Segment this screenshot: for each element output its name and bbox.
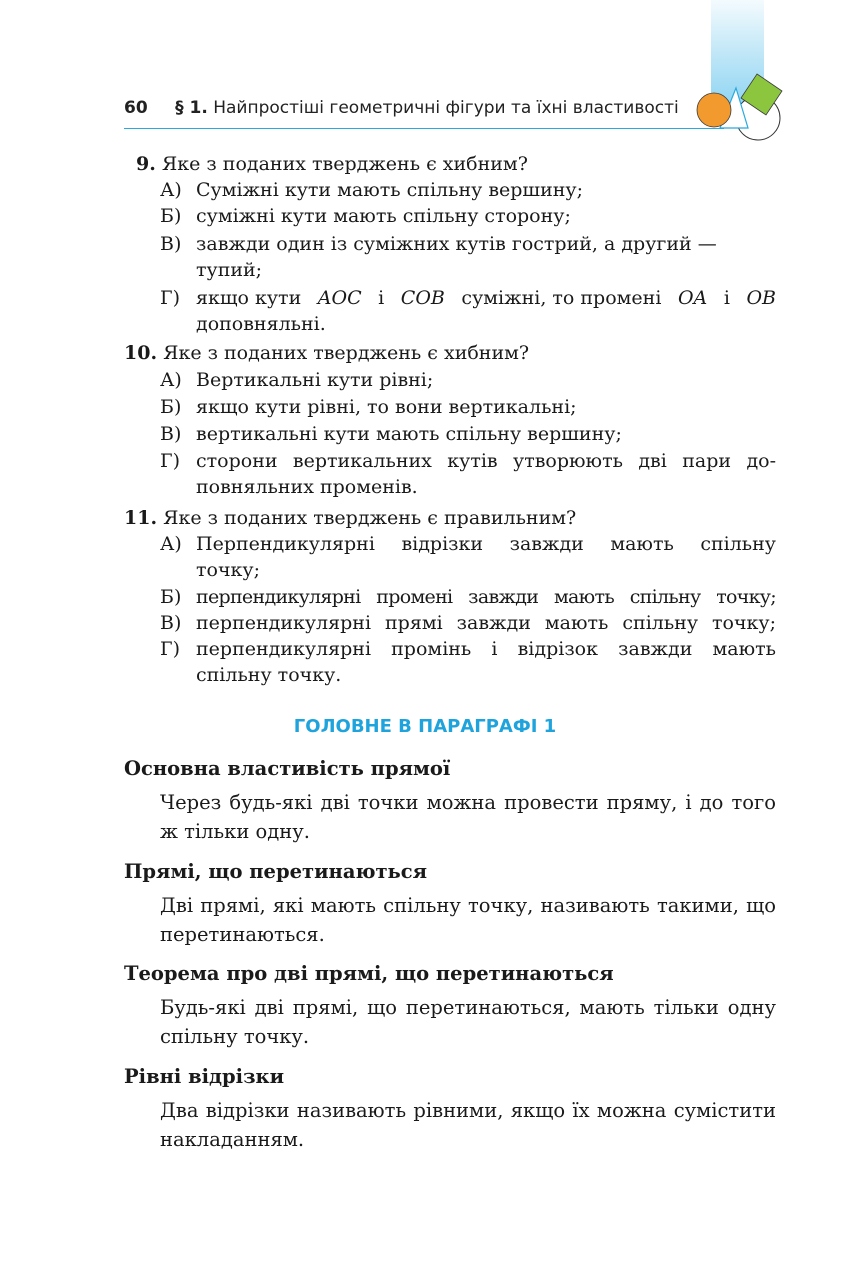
option-d-text: перпендикулярні промінь і відрізок завжди мають	[196, 638, 776, 660]
paragraph-line-property: Через будь-які дві точки можна провести пряму, і до того ж тільки одну.	[160, 791, 776, 843]
paragraph-intersecting-lines: Дві прямі, які мають спільну точку, називають такими, що перетинаються.	[160, 894, 776, 946]
question-11	[124, 505, 576, 531]
geometric-shapes-icon	[690, 70, 800, 150]
option-text: вертикальні кути мають спільну вершину;	[196, 423, 622, 445]
ray-label: OA	[677, 287, 708, 309]
option-a	[160, 531, 196, 557]
text: якщо кути	[196, 287, 302, 309]
option-a-text: Перпендикулярні відрізки завжди мають спільну	[196, 533, 776, 555]
option-text: суміжні кути мають спільну сторону;	[196, 205, 571, 227]
paragraph-theorem: Будь-які дві прямі, що перетинаються, мають тільки одну спільну точку.	[160, 996, 776, 1048]
option-a	[160, 367, 433, 393]
option-d-text	[196, 285, 776, 311]
option-letter: Г)	[160, 638, 180, 660]
option-d	[160, 285, 196, 311]
angle-label: COB	[400, 287, 445, 309]
option-text: повняльних променів.	[196, 476, 418, 498]
option-d-cont	[196, 662, 341, 688]
option-b	[160, 584, 196, 610]
header-divider	[124, 128, 724, 129]
text: суміжні, то промені	[461, 287, 662, 309]
option-letter: А)	[160, 369, 182, 391]
option-c	[160, 610, 196, 636]
option-text: спільну точку.	[196, 664, 342, 686]
question-9	[136, 151, 528, 177]
option-text: Суміжні кути мають спільну вершину;	[196, 179, 583, 201]
option-d-cont	[196, 311, 326, 337]
option-text: якщо кути рівні, то вони вертикальні;	[196, 396, 577, 418]
option-d-text: сторони вертикальних кутів утворюють дві пари до-	[196, 450, 776, 472]
question-text: Яке з поданих тверджень є правильним?	[163, 507, 577, 529]
option-letter: В)	[160, 612, 182, 634]
section-number: § 1.	[175, 98, 208, 118]
option-text: Вертикальні кути рівні;	[196, 369, 434, 391]
orange-circle-shape	[697, 93, 731, 127]
option-letter: В)	[160, 423, 182, 445]
section-title: Найпростіші геометричні фігури та їхні властивості	[213, 98, 679, 118]
option-letter: Б)	[160, 586, 182, 608]
paragraph-equal-segments: Два відрізки називають рівними, якщо їх можна сумістити накладанням.	[160, 1099, 776, 1151]
option-c	[160, 231, 717, 257]
option-text: точку;	[196, 559, 260, 581]
option-letter: Б)	[160, 205, 182, 227]
subheading-line-property: Основна властивість прямої	[124, 757, 451, 780]
text: і	[723, 287, 730, 309]
option-a	[160, 177, 583, 203]
option-b	[160, 203, 571, 229]
question-text: Яке з поданих тверджень є хибним?	[161, 153, 528, 175]
angle-label: AOC	[317, 287, 362, 309]
page-number: 60	[124, 98, 148, 118]
subheading-theorem: Теорема про дві прямі, що перетинаються	[124, 962, 614, 985]
option-c-cont	[196, 257, 262, 283]
question-number: 10.	[124, 342, 158, 364]
question-10	[124, 340, 529, 366]
option-letter: А)	[160, 179, 182, 201]
option-text: доповняльні.	[196, 313, 326, 335]
option-c	[160, 421, 622, 447]
option-letter: А)	[160, 533, 182, 555]
option-letter: Г)	[160, 450, 180, 472]
text: і	[378, 287, 385, 309]
option-text: тупий;	[196, 259, 263, 281]
option-text: завжди один із суміжних кутів гострий, а другий —	[196, 233, 717, 255]
option-d	[160, 636, 196, 662]
question-text: Яке з поданих тверджень є хибним?	[163, 342, 530, 364]
option-letter: Г)	[160, 287, 180, 309]
subheading-intersecting-lines: Прямі, що перетинаються	[124, 860, 428, 883]
option-b-text: перпендикулярні промені завжди мають спільну точку;	[196, 586, 776, 608]
option-b	[160, 394, 577, 420]
option-c-text: перпендикулярні прямі завжди мають спільну точку;	[196, 612, 776, 634]
question-number: 11.	[124, 507, 158, 529]
ray-label: OB	[746, 287, 776, 309]
option-d-cont	[196, 474, 418, 500]
option-d	[160, 448, 196, 474]
option-letter: В)	[160, 233, 182, 255]
page-header	[124, 98, 679, 118]
option-letter: Б)	[160, 396, 182, 418]
summary-heading: ГОЛОВНЕ В ПАРАГРАФІ 1	[293, 716, 557, 737]
option-a-cont	[196, 557, 260, 583]
subheading-equal-segments: Рівні відрізки	[124, 1065, 285, 1088]
question-number: 9.	[136, 153, 156, 175]
